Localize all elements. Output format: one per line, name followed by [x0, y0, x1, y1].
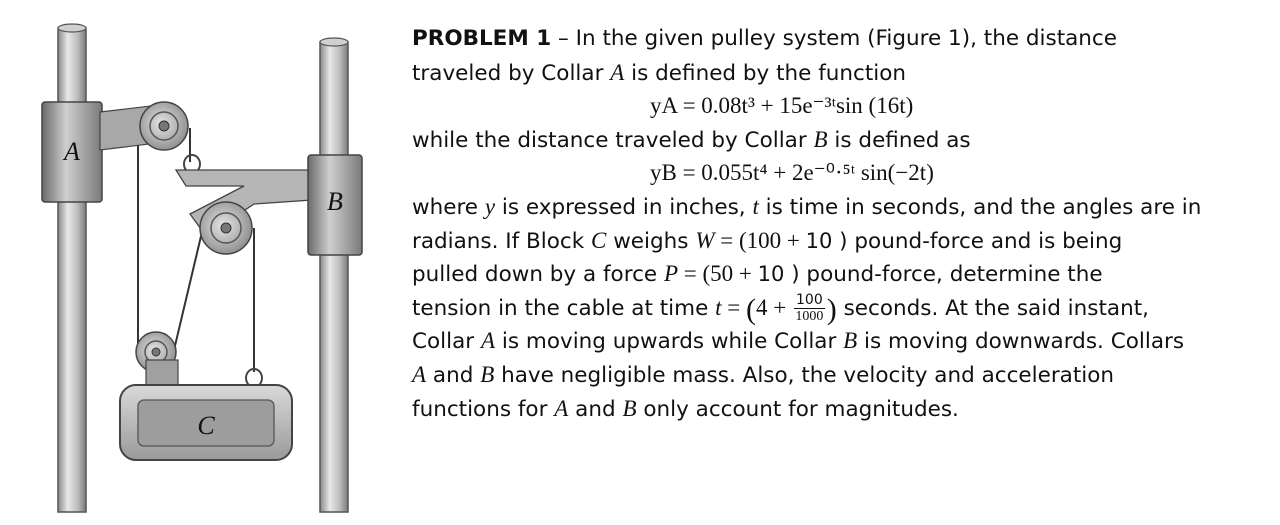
text-segment: functions for [412, 396, 555, 422]
collar-b [176, 155, 362, 255]
var-t: t [752, 193, 759, 219]
fraction-denominator: 1000 [795, 309, 824, 325]
var-b: B [480, 361, 495, 387]
text-segment: while the distance traveled by Collar [412, 127, 814, 153]
text-segment: and [568, 396, 623, 422]
problem-statement [412, 22, 1272, 425]
var-t: t [715, 294, 722, 320]
text-segment: = [721, 294, 747, 320]
problem-line-12 [412, 392, 1272, 426]
var-c: C [591, 227, 607, 253]
text-segment: = (100 + [714, 227, 806, 253]
text-segment: is defined as [827, 127, 971, 153]
block-pulley [136, 332, 178, 390]
text-segment: is time in seconds, and the angles are in [758, 194, 1202, 220]
right-rod [320, 38, 348, 512]
text-segment: tension in the cable at time [412, 295, 716, 321]
text-segment: = (50 + [678, 261, 758, 287]
var-a: A [480, 328, 496, 354]
problem-line-7 [412, 224, 1272, 258]
intro-text: – In the given pulley system (Figure 1), the distance [551, 26, 1117, 51]
text-segment: pulled down by a force [412, 262, 664, 288]
text-segment: is defined by the function [624, 60, 907, 86]
var-b: B [843, 328, 858, 354]
var-y: y [484, 193, 496, 219]
text-segment: where [412, 194, 485, 220]
handwritten-value: 10 [805, 228, 833, 253]
text-segment: traveled by Collar [412, 60, 611, 86]
problem-line-4 [412, 123, 1272, 157]
time-fraction [794, 293, 825, 324]
label-b: B [327, 187, 343, 216]
text-segment: have negligible mass. Also, the velocity and acceleration [494, 362, 1115, 388]
equation-yb: yB = 0.055t⁴ + 2e⁻⁰·⁵ᵗ sin(−2t) [650, 160, 934, 186]
text-segment: is moving upwards while Collar [495, 329, 844, 355]
equation-ya: yA = 0.08t³ + 15e⁻³ᵗsin (16t) [650, 93, 914, 119]
collar-a [42, 102, 188, 202]
label-a: A [64, 137, 80, 166]
var-a: A [412, 361, 427, 387]
text-segment: 4 + [756, 294, 793, 320]
label-c: C [197, 411, 215, 440]
text-segment: seconds. At the said instant, [836, 295, 1149, 321]
problem-line-9: tension in the cable at time t = (4 + $\frac{100}{1000}$ ) seconds. At the said instant, [412, 292, 1149, 326]
text-segment: and [426, 362, 481, 388]
problem-line-6 [412, 190, 1272, 224]
text-segment: Collar [412, 329, 481, 355]
problem-line-1 [412, 22, 1272, 56]
var-w: W [695, 227, 715, 253]
pulley-figure [0, 0, 400, 525]
handwritten-value: 10 [757, 262, 785, 287]
text-segment: ) pound-force and is being [832, 228, 1123, 254]
var-b: B [813, 126, 828, 152]
left-rod [58, 24, 86, 512]
text-segment: ) pound-force, determine the [784, 262, 1103, 288]
var-p: P [663, 261, 679, 287]
text-segment: is expressed in inches, [495, 194, 753, 220]
problem-line-11 [412, 358, 1272, 392]
problem-title: PROBLEM 1 [412, 26, 552, 51]
problem-line-2 [412, 56, 1272, 90]
text-segment: radians. If Block [412, 228, 592, 254]
var-b: B [622, 395, 637, 421]
fraction-numerator: 100 [796, 292, 823, 309]
text-segment: only account for magnitudes. [636, 396, 959, 422]
text-segment: is moving downwards. Collars [857, 329, 1185, 355]
problem-line-10 [412, 324, 1272, 358]
block-c [120, 385, 292, 460]
var-a: A [610, 59, 625, 85]
var-a: A [554, 395, 569, 421]
text-segment: weighs [606, 228, 696, 254]
problem-line-8 [412, 257, 1272, 291]
